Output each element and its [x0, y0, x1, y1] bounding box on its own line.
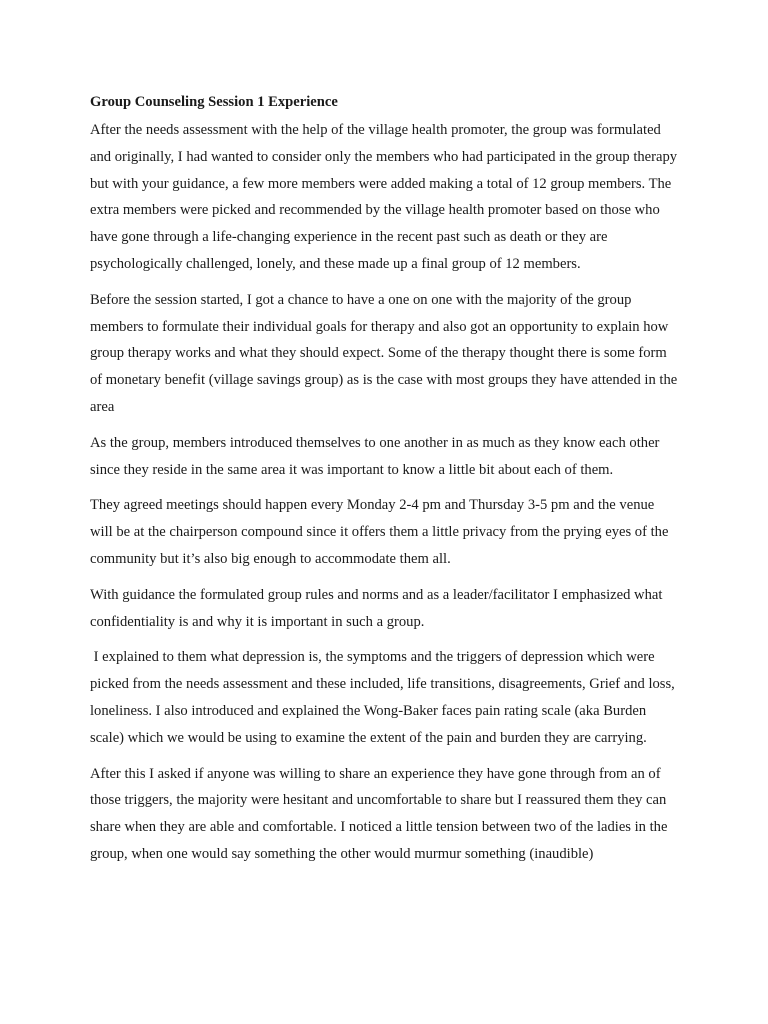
paragraph-introductions: As the group, members introduced themselves to one another in as much as they know each other since they reside in the same area it was important to know a little bit about each of them. [90, 434, 664, 478]
document-body [90, 90, 680, 877]
paragraph-meeting-schedule: They agreed meetings should happen every Monday 2-4 pm and Thursday 3-5 pm and the venue will be at the chairperson compound since it offers them a little privacy from the prying eyes of the community but it’s also big enough to accommodate them all. [90, 497, 673, 567]
paragraph-group-rules: With guidance the formulated group rules and norms and as a leader/facilitator I emphasized what confidentiality is and why it is important in such a group. [90, 586, 667, 630]
paragraph-sharing-experiences: After this I asked if anyone was willing to share an experience they have gone through from an of those triggers, the majority were hesitant and uncomfortable to share but I reassured them they can share when they are able and comfortable. I noticed a little tension between two of the ladies in the group, when one would say something the other would murmur something (inaudible) [90, 765, 672, 862]
paragraph-depression-explanation: I explained to them what depression is, the symptoms and the triggers of depression which were picked from the needs assessment and these included, life transitions, disagreements, Grief and loss, loneliness. I also introduced and explained the Wong-Baker faces pain rating scale (aka Burden scale) which we would be using to examine the extent of the pain and burden they are carrying. [90, 649, 679, 746]
paragraph-before-session: Before the session started, I got a chance to have a one on one with the majority of the group members to formulate their individual goals for therapy and also got an opportunity to explain how group therapy works and what they should expect. Some of the therapy thought there is some form of monetary benefit (village savings group) as is the case with most groups they have attended in the area [90, 291, 681, 415]
document-title: Group Counseling Session 1 Experience [90, 94, 338, 110]
paragraph-needs-assessment: After the needs assessment with the help of the village health promoter, the group was formulated and originally, I had wanted to consider only the members who had participated in the group therapy but with your guidance, a few more members were added making a total of 12 group members. The extra members were picked and recommended by the village health promoter based on those who have gone through a life-changing experience in the recent past such as death or they are psychologically challenged, lonely, and these made up a final group of 12 members. [90, 122, 681, 272]
